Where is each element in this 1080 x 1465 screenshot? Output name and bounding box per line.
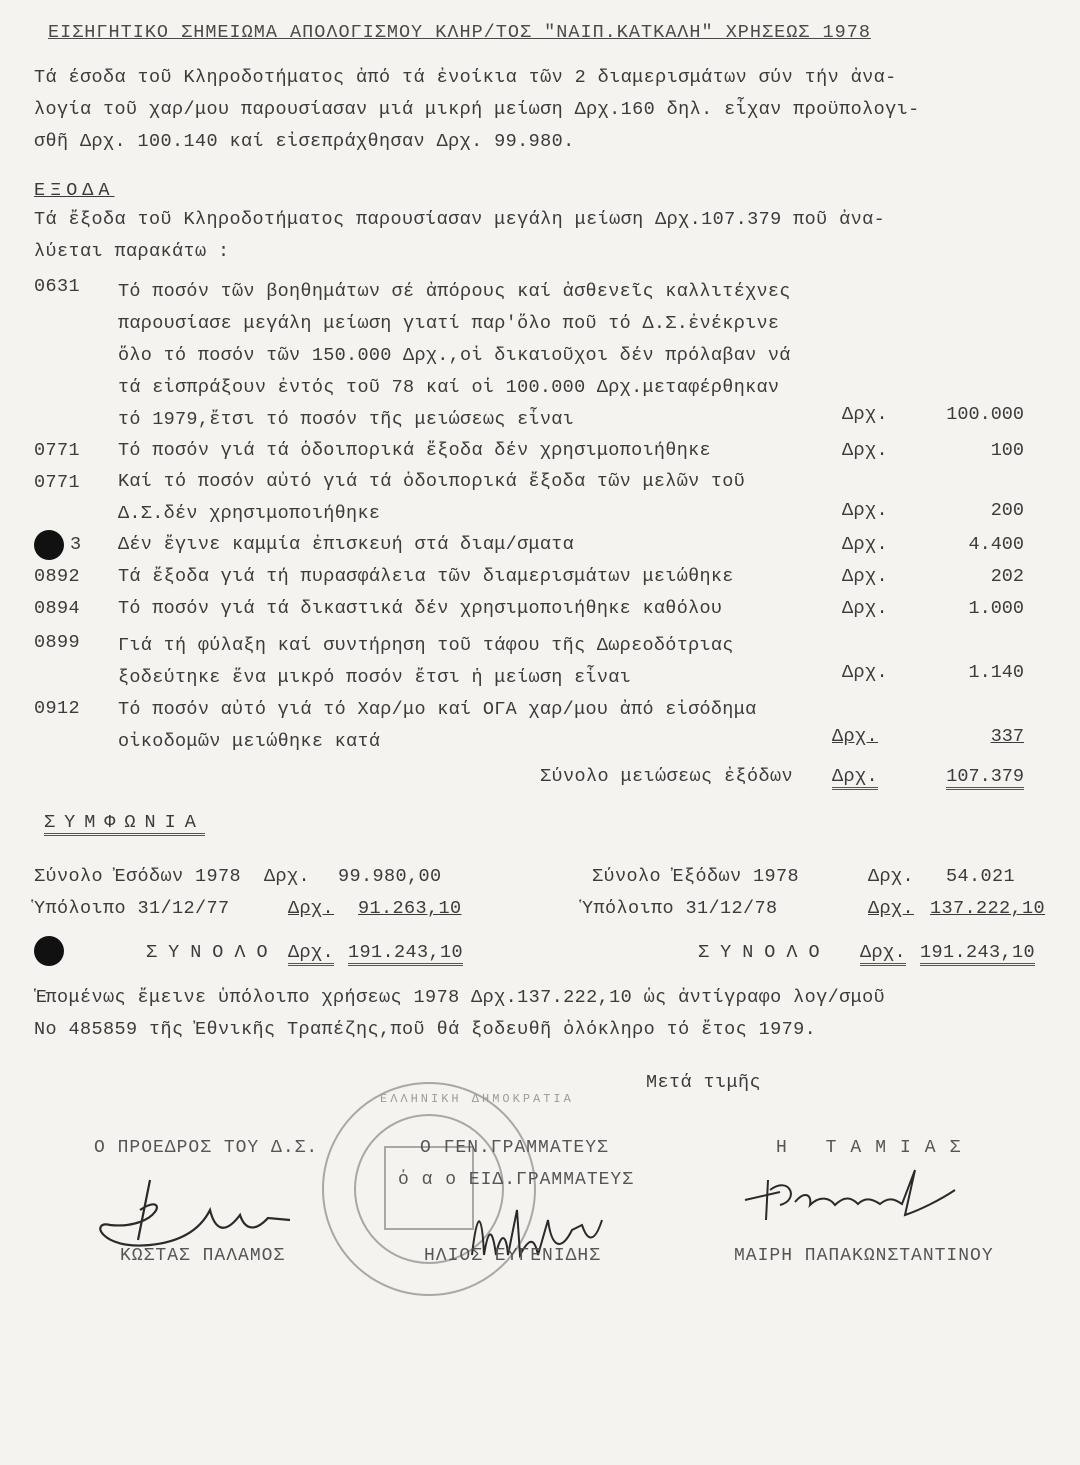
expense-amount: 1.000 [968, 598, 1024, 619]
expense-description [118, 694, 757, 758]
currency-label: Δρχ. [288, 898, 335, 919]
expense-code-suffix: 3 [70, 534, 82, 555]
closing-paragraph [34, 982, 885, 1046]
expense-code: 0899 [34, 632, 81, 653]
currency-label: Δρχ. [842, 534, 889, 555]
hole-punch-mark [34, 936, 64, 966]
currency-label: Δρχ. [832, 726, 879, 747]
expense-description [118, 466, 745, 530]
income-line: Τά έσοδα τοῦ Κληροδοτήματος ἀπό τά ἐνοίκια τῶν 2 διαμερισμάτων σύν τήν ἀνα- [34, 67, 897, 88]
expense-description: Δέν ἔγινε καμμία ἐπισκευή στά διαμ/σματα [118, 534, 575, 555]
currency-label: Δρχ. [842, 566, 889, 587]
expense-code: 0771 [34, 472, 81, 493]
expense-amount: 202 [990, 566, 1024, 587]
expense-line: Τό ποσόν τῶν βοηθημάτων σέ ἀπόρους καί ἀσθενεῖς καλλιτέχνες [118, 281, 791, 302]
summary-balance-prev-amount: 91.263,10 [358, 898, 462, 919]
expense-description: Τά ἔξοδα γιά τή πυρασφάλεια τῶν διαμερισμάτων μειώθηκε [118, 566, 734, 587]
expense-line: Καί τό ποσόν αὐτό γιά τά ὁδοιπορικά ἔξοδα τῶν μελῶν τοῦ [118, 471, 746, 492]
secretary-title: Ο ΓΕΝ.ΓΡΑΜΜΑΤΕΥΣ [420, 1138, 609, 1158]
summary-balance-prev-label: Ὑπόλοιπο 31/12/77 [34, 898, 230, 919]
secretary-title-alt: ὁ α ο ΕΙΔ.ΓΡΑΜΜΑΤΕΥΣ [398, 1170, 635, 1190]
expense-amount: 100.000 [946, 404, 1024, 425]
currency-label: Δρχ. [264, 866, 311, 887]
expense-amount: 200 [990, 500, 1024, 521]
closing-line: Νο 485859 τῆς Ἐθνικῆς Τραπέζης,ποῦ θά ξοδευθῆ ὁλόκληρο τό ἔτος 1979. [34, 1019, 817, 1040]
total-reduction-amount: 107.379 [946, 766, 1024, 790]
expense-amount: 337 [990, 726, 1024, 747]
sign-off: Μετά τιμῆς [646, 1072, 762, 1093]
summary-income-label: Σύνολο Ἐσόδων 1978 [34, 866, 242, 887]
expense-code [34, 534, 104, 555]
summary-total-label: ΣΥΝΟΛΟ [698, 942, 831, 963]
expense-description: Τό ποσόν γιά τά ὁδοιπορικά ἔξοδα δέν χρησιμοποιήθηκε [118, 440, 711, 461]
currency-label: Δρχ. [842, 404, 889, 425]
expense-amount: 100 [990, 440, 1024, 461]
summary-balance-end-label: Ὑπόλοιπο 31/12/78 [582, 898, 778, 919]
expense-line: Τό ποσόν αὐτό γιά τό Χαρ/μο καί ΟΓΑ χαρ/μου ἀπό εἰσόδημα [118, 699, 757, 720]
president-title: Ο ΠΡΟΕΔΡΟΣ ΤΟΥ Δ.Σ. [94, 1138, 319, 1158]
closing-line: Ἑπομένως ἔμεινε ὑπόλοιπο χρήσεως 1978 Δρχ.137.222,10 ὡς ἀντίγραφο λογ/σμοῦ [34, 987, 886, 1008]
income-line: σθῆ Δρχ. 100.140 καί εἰσεπράχθησαν Δρχ. 99.980. [34, 131, 575, 152]
currency-label: Δρχ. [868, 898, 915, 919]
expenses-intro-line: λύεται παρακάτω : [34, 241, 230, 262]
expense-line: τό 1979,ἔτσι τό ποσόν τῆς μειώσεως εἶναι [118, 409, 575, 430]
treasurer-name: ΜΑΙΡΗ ΠΑΠΑΚΩΝΣΤΑΝΤΙΝΟΥ [734, 1246, 994, 1266]
income-line: λογία τοῦ χαρ/μου παρουσίασαν μιά μικρή μείωση Δρχ.160 δηλ. εἶχαν προϋπολογι- [34, 99, 920, 120]
expenses-heading: ΕΞΟΔΑ [34, 180, 115, 201]
summary-total-right: 191.243,10 [920, 942, 1035, 966]
expense-amount: 1.140 [968, 662, 1024, 683]
expense-code: 0631 [34, 276, 81, 297]
expense-code: 0771 [34, 440, 81, 461]
expense-line: Δ.Σ.δέν χρησιμοποιήθηκε [118, 503, 381, 524]
treasurer-signature [740, 1160, 960, 1230]
expense-line: ξοδεύτηκε ἕνα μικρό ποσόν ἔτσι ἡ μείωση εἶναι [118, 667, 632, 688]
president-name: ΚΩΣΤΑΣ ΠΑΛΑΜΟΣ [120, 1246, 286, 1266]
currency-label: Δρχ. [832, 766, 878, 790]
expense-description [118, 630, 734, 694]
expense-description: Τό ποσόν γιά τά δικαστικά δέν χρησιμοποιήθηκε καθόλου [118, 598, 723, 619]
summary-total-left: 191.243,10 [348, 942, 463, 966]
secretary-name: ΗΛΙΟΣ ΕΥΓΕΝΙΔΗΣ [424, 1246, 602, 1266]
summary-balance-end-amount: 137.222,10 [930, 898, 1046, 919]
total-reduction-label: Σύνολο μειώσεως ἐξόδων [540, 766, 794, 787]
expense-code: 0892 [34, 566, 81, 587]
expense-line: ὅλο τό ποσόν τῶν 150.000 Δρχ.,οἱ δικαιοῦχοι δέν πρόλαβαν νά [118, 345, 791, 366]
expense-line: παρουσίασε μεγάλη μείωση γιατί παρ'ὅλο ποῦ τό Δ.Σ.ἐνέκρινε [118, 313, 780, 334]
expense-code: 0894 [34, 598, 81, 619]
expense-amount: 4.400 [968, 534, 1024, 555]
currency-label: Δρχ. [842, 662, 889, 683]
summary-income-amount: 99.980,00 [338, 866, 442, 887]
document-title: ΕΙΣΗΓΗΤΙΚΟ ΣΗΜΕΙΩΜΑ ΑΠΟΛΟΓΙΣΜΟΥ ΚΛΗΡ/ΤΟΣ "ΝΑΙΠ.ΚΑΤΚΑΛΗ" ΧΡΗΣΕΩΣ 1978 [48, 22, 871, 43]
currency-label: Δρχ. [842, 500, 889, 521]
expense-line: τά εἰσπράξουν ἐντός τοῦ 78 καί οἱ 100.000 Δρχ.μεταφέρθηκαν [118, 377, 780, 398]
summary-heading: ΣΥΜΦΩΝΙΑ [44, 812, 205, 836]
expense-description [118, 276, 791, 436]
expense-code: 0912 [34, 698, 81, 719]
currency-label: Δρχ. [868, 866, 915, 887]
summary-expense-label: Σύνολο Ἐξόδων 1978 [592, 866, 800, 887]
expense-line: Γιά τή φύλαξη καί συντήρηση τοῦ τάφου τῆς Δωρεοδότριας [118, 635, 734, 656]
expenses-intro-line: Τά ἔξοδα τοῦ Κληροδοτήματος παρουσίασαν μεγάλη μείωση Δρχ.107.379 ποῦ ἀνα- [34, 209, 886, 230]
currency-label: Δρχ. [860, 942, 906, 966]
seal-text: ΕΛΛΗΝΙΚΗ ΔΗΜΟΚΡΑΤΙΑ [380, 1092, 574, 1106]
currency-label: Δρχ. [842, 598, 889, 619]
currency-label: Δρχ. [842, 440, 889, 461]
currency-label: Δρχ. [288, 942, 334, 966]
summary-expense-amount: 54.021 [946, 866, 1016, 887]
treasurer-title: Η ΤΑΜΙΑΣ [776, 1138, 975, 1158]
expenses-intro [34, 204, 885, 268]
expense-line: οἰκοδομῶν μειώθηκε κατά [118, 731, 381, 752]
summary-total-label: ΣΥΝΟΛΟ [146, 942, 279, 963]
income-paragraph [34, 62, 920, 158]
